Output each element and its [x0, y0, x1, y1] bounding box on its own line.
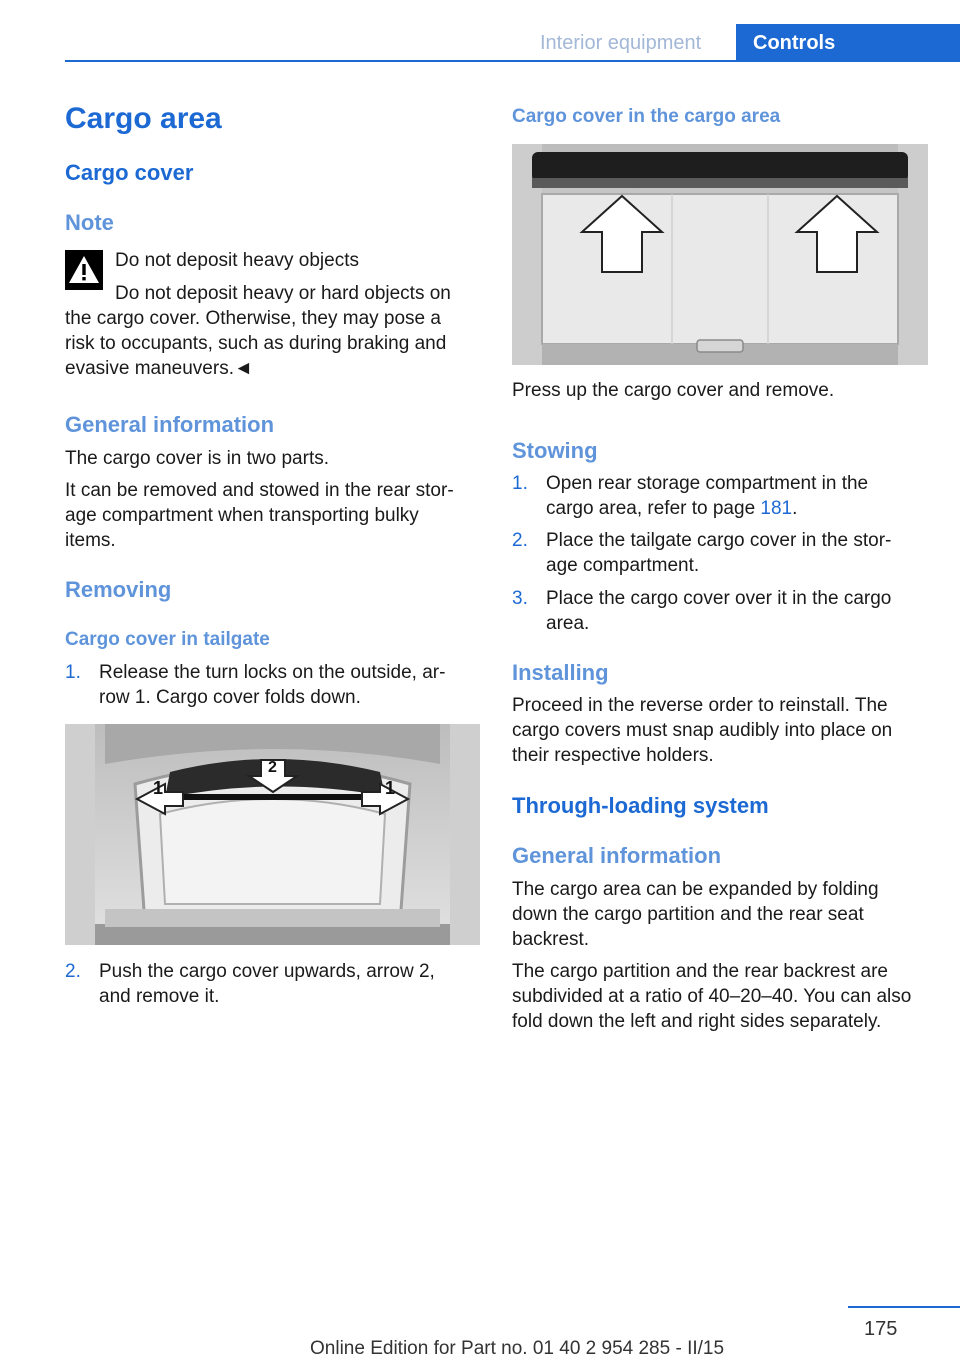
cargo-area-cover-image — [512, 144, 928, 365]
warning-icon — [65, 250, 103, 290]
list-text-line: Open rear storage compartment in the — [546, 473, 869, 494]
general-info-p2-line-3: items. — [65, 530, 116, 551]
arrow-label-1-right: 1 — [385, 778, 396, 798]
list-text-line: age compartment. — [546, 555, 700, 576]
arrow-label-2: 2 — [268, 759, 277, 776]
installing-line-3: their respective holders. — [512, 745, 714, 766]
arrow-label-1-left: 1 — [153, 778, 164, 798]
through-p2-line-1: The cargo partition and the rear backrest are — [512, 961, 888, 982]
through-p2-line-2: subdivided at a ratio of 40–20–40. You can also — [512, 986, 912, 1007]
installing-heading: Installing — [512, 660, 609, 685]
through-loading-heading: Through-loading system — [512, 793, 769, 818]
through-p1-line-1: The cargo area can be expanded by folding — [512, 879, 879, 900]
through-general-heading: General information — [512, 843, 722, 868]
note-heading: Note — [65, 210, 114, 235]
through-p1-line-2: down the cargo partition and the rear seat — [512, 904, 864, 925]
cargo-area-cover-heading: Cargo cover in the cargo area — [512, 106, 781, 127]
header-section-title: Interior equipment — [540, 32, 702, 54]
page-title: Cargo area — [65, 102, 222, 135]
through-p2-line-3: fold down the left and right sides separately. — [512, 1011, 882, 1032]
list-text-line: and remove it. — [99, 986, 220, 1007]
tailgate-cargo-cover-image — [65, 724, 480, 945]
footer-rule — [848, 1306, 960, 1308]
list-number: 3. — [512, 588, 528, 609]
installing-line-1: Proceed in the reverse order to reinstall. The — [512, 695, 888, 716]
page-reference-link[interactable]: 181 — [760, 498, 793, 519]
through-p1-line-3: backrest. — [512, 929, 590, 950]
list-item — [512, 528, 932, 578]
list-item — [512, 586, 932, 636]
list-number: 2. — [512, 530, 528, 551]
general-info-heading: General information — [65, 412, 275, 437]
header-rule — [65, 60, 960, 62]
warning-title: Do not deposit heavy objects — [115, 250, 359, 271]
edition-footer: Online Edition for Part no. 01 40 2 954 285 - II/15 — [310, 1338, 725, 1359]
list-number: 1. — [65, 662, 81, 683]
warning-line-3: risk to occupants, such as during braking and — [65, 333, 447, 354]
general-info-p2-line-1: It can be removed and stowed in the rear stor‐ — [65, 480, 454, 501]
list-item — [512, 471, 932, 521]
list-text-line: Release the turn locks on the outside, ar‐ — [99, 662, 446, 683]
section-title-cargo-cover: Cargo cover — [65, 160, 194, 185]
list-number: 1. — [512, 473, 528, 494]
general-info-p2-line-2: age compartment when transporting bulky — [65, 505, 419, 526]
warning-line-1: Do not deposit heavy or hard objects on — [115, 283, 451, 304]
list-text-line: Place the tailgate cargo cover in the stor‐ — [546, 530, 892, 551]
list-text-suffix: . — [792, 498, 798, 519]
installing-line-2: cargo covers must snap audibly into place on — [512, 720, 893, 741]
general-info-p1: The cargo cover is in two parts. — [65, 448, 329, 469]
stowing-heading: Stowing — [512, 438, 598, 463]
list-item — [65, 660, 480, 710]
list-text-line — [546, 496, 797, 521]
list-text-line: area. — [546, 613, 590, 634]
list-text-line: row 1. Cargo cover folds down. — [99, 687, 361, 708]
removing-heading: Removing — [65, 577, 172, 602]
list-item — [65, 959, 480, 1009]
list-text-prefix: cargo area, refer to page — [546, 498, 761, 519]
tailgate-heading: Cargo cover in tailgate — [65, 629, 270, 650]
warning-line-4: evasive maneuvers.◄ — [65, 358, 253, 379]
list-text-line: Push the cargo cover upwards, arrow 2, — [99, 961, 435, 982]
list-number: 2. — [65, 961, 81, 982]
list-text-line: Place the cargo cover over it in the cargo — [546, 588, 892, 609]
page-number: 175 — [864, 1318, 898, 1340]
warning-line-2: the cargo cover. Otherwise, they may pose a — [65, 308, 441, 329]
header-chapter-tab: Controls — [736, 24, 960, 62]
press-instruction: Press up the cargo cover and remove. — [512, 380, 835, 401]
